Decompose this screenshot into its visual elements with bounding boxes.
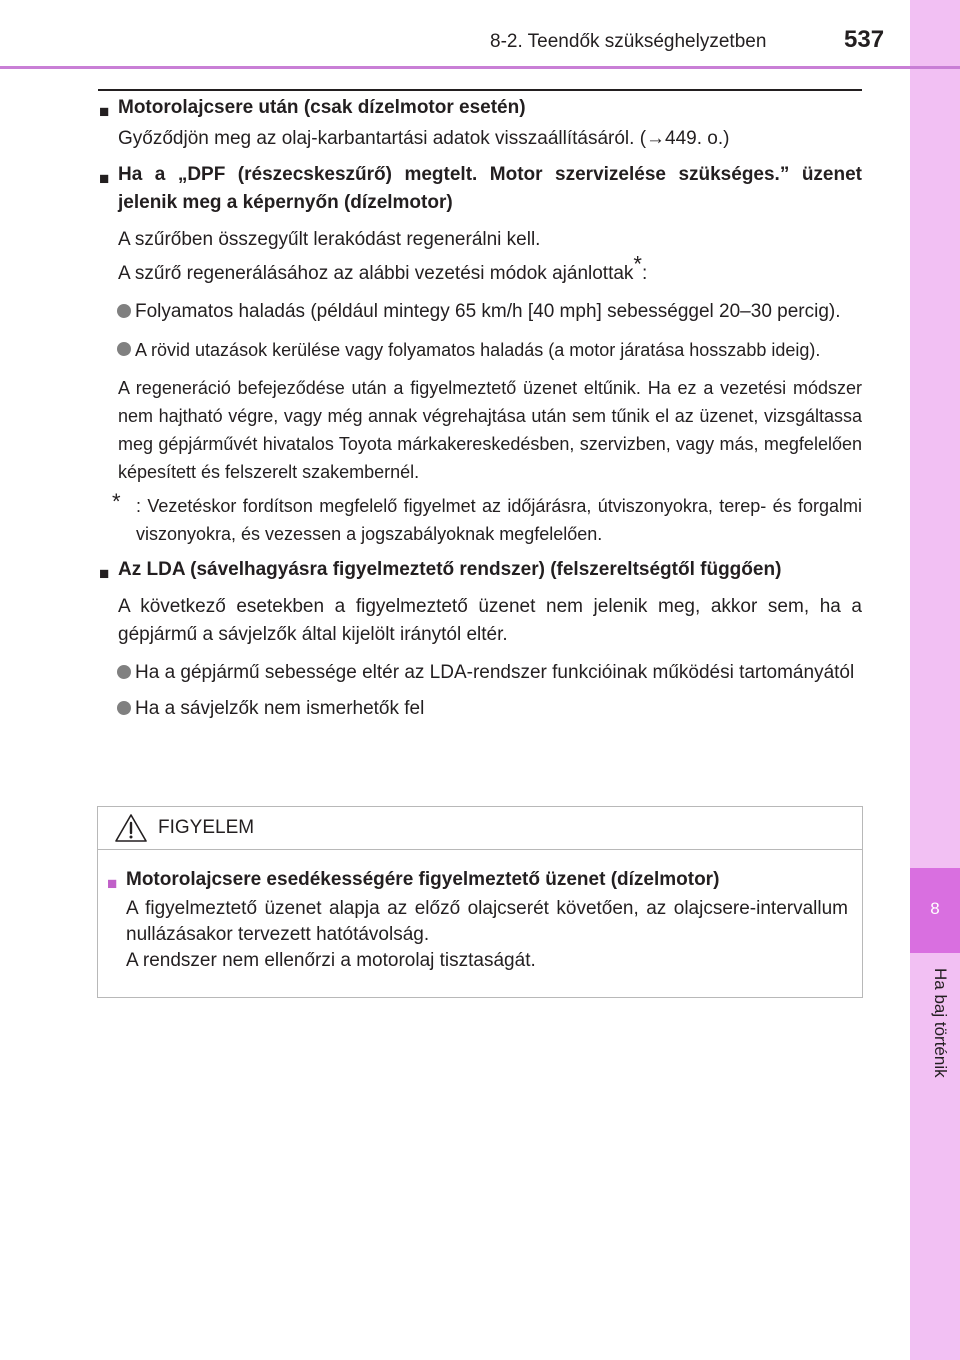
paragraph: A regeneráció befejeződése után a figyelmeztető üzenet eltűnik. Ha ez a vezetési módszer nem hajtható végre, vagy még annak végrehajtása után sem tűnik el az üzenet, vizsgáltassa meg gépjárművét hivatalos Toyota márkakereskedésben, szervizben, vagy más, megfelelően képesített és felszerelt szakembernél. xyxy=(118,378,862,482)
footnote-star: * xyxy=(633,251,642,277)
chapter-label: Ha baj történik xyxy=(931,968,950,1078)
paragraph: A szűrőben összegyűlt lerakódást regenerálni kell. xyxy=(118,229,541,250)
warning-box xyxy=(97,806,863,998)
page-number: 537 xyxy=(844,26,885,53)
warning-text: A figyelmeztető üzenet alapja az előző olajcserét követően, az olajcsere-intervallum nullázásakor tervezett hatótávolság. xyxy=(126,898,848,945)
heading-text: Motorolajcsere esedékességére figyelmeztető üzenet (dízelmotor) xyxy=(126,869,720,890)
list-item-text: Ha a gépjármű sebessége eltér az LDA-rendszer funkcióinak működési tartományától xyxy=(135,662,855,683)
square-marker-icon: ■ xyxy=(107,874,118,893)
list-item xyxy=(98,695,862,723)
heading-text: Ha a „DPF (részecskeszűrő) megtelt. Motor szervizelése szükséges.” üzenet jelenik meg a képernyőn (dízelmotor) xyxy=(118,164,862,213)
footnote-star: * xyxy=(112,489,121,514)
paragraph xyxy=(98,125,862,153)
list-item-text: A rövid utazások kerülése vagy folyamatos haladás (a motor járatása hosszabb ideig). xyxy=(135,340,821,360)
square-marker-icon: ■ xyxy=(99,102,110,121)
section-title: 8-2. Teendők szükséghelyzetben xyxy=(490,31,767,52)
list-item xyxy=(98,336,862,364)
square-marker-icon: ■ xyxy=(99,169,110,188)
footnote xyxy=(98,489,862,548)
warning-title: FIGYELEM xyxy=(158,817,255,838)
page-reference-link[interactable]: 449. o.) xyxy=(665,128,730,149)
page-content xyxy=(98,94,862,723)
footnote-text: : Vezetéskor fordítson megfelelő figyelmet az időjárásra, útviszonyokra, terep- és forgalmi viszonyokra, és vezessen a jogszabályoknak megfelelően. xyxy=(136,496,862,544)
warning-body xyxy=(106,867,848,974)
paragraph: A következő esetekben a figyelmeztető üzenet nem jelenik meg, akkor sem, ha a gépjármű a sávjelzők által kijelölt iránytól eltér. xyxy=(118,596,862,645)
header-rule xyxy=(0,66,960,69)
list-item-text: Folyamatos haladás (például mintegy 65 km/h [40 mph] sebességgel 20–30 percig). xyxy=(135,301,841,322)
chapter-sidebar xyxy=(910,0,960,1360)
section-heading-oil-change xyxy=(98,94,862,122)
list-item-text: Ha a sávjelzők nem ismerhetők fel xyxy=(135,698,425,719)
warning-text: A rendszer nem ellenőrzi a motorolaj tisztaságát. xyxy=(126,950,536,971)
warning-header xyxy=(98,807,862,850)
heading-text: Motorolajcsere után (csak dízelmotor esetén) xyxy=(118,97,526,118)
text: A szűrő regenerálásához az alábbi vezetési módok ajánlottak xyxy=(118,263,634,284)
section-heading-dpf xyxy=(98,161,862,217)
chapter-number-tab: 8 xyxy=(910,868,960,953)
warning-heading xyxy=(106,867,848,893)
content-top-rule xyxy=(98,89,862,91)
square-marker-icon: ■ xyxy=(99,564,110,583)
paragraph xyxy=(98,251,862,288)
text: Győződjön meg az olaj-karbantartási adatok visszaállításáról. ( xyxy=(118,128,647,149)
warning-triangle-icon xyxy=(114,813,148,843)
list-item xyxy=(98,298,862,326)
list-item xyxy=(98,659,862,687)
section-heading-lda xyxy=(98,556,862,584)
heading-text: Az LDA (sávelhagyásra figyelmeztető rendszer) (felszereltségtől függően) xyxy=(118,559,782,580)
bullet-dot-icon xyxy=(117,342,131,356)
arrow-icon: → xyxy=(646,128,666,149)
bullet-dot-icon xyxy=(117,701,131,715)
bullet-dot-icon xyxy=(117,304,131,318)
bullet-dot-icon xyxy=(117,665,131,679)
text: : xyxy=(641,263,648,284)
